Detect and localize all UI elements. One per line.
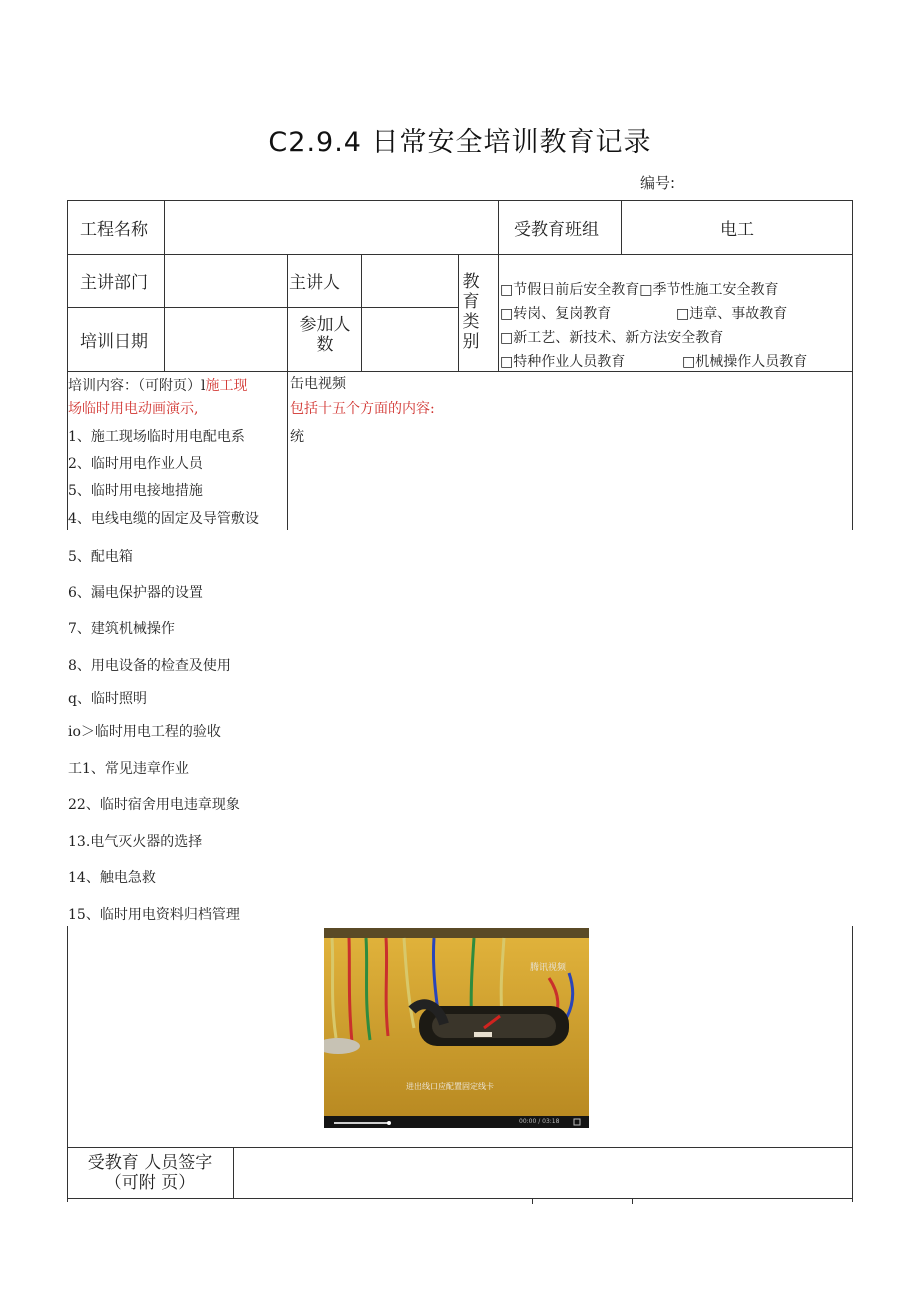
edu-option-holiday-seasonal[interactable]: □节假日前后安全教育□季节性施工安全教育 (500, 282, 779, 298)
edu-option-special-operation[interactable]: □特种作业人员教育 (500, 354, 626, 370)
table-line (67, 1147, 853, 1148)
table-line (67, 254, 853, 255)
table-border-right (852, 200, 853, 530)
list-item: 22、临时宿舍用电违章现象 (68, 797, 240, 813)
table-border-right (852, 926, 853, 1202)
edu-option-transfer[interactable]: □转岗、复岗教育 (500, 306, 612, 322)
video-subtitle: 进出线口应配置固定线卡 (406, 1082, 494, 1091)
training-video-screenshot[interactable] (324, 928, 589, 1128)
table-tick (632, 1198, 633, 1204)
list-item: 5、临时用电接地措施 (68, 483, 203, 499)
intro-red-text-2: 场临时用电动画演示, (68, 401, 199, 417)
table-border-left (67, 926, 68, 1202)
content-right-line-3: 统 (290, 429, 304, 445)
table-tick (532, 1198, 533, 1204)
table-line (233, 1147, 234, 1198)
list-item: 4、电线电缆的固定及导管敷设 (68, 511, 259, 527)
list-item: 2、临时用电作业人员 (68, 456, 203, 472)
list-item: 7、建筑机械操作 (68, 621, 175, 637)
participants-label: 参加人数 (299, 315, 351, 355)
project-name-value (166, 200, 496, 254)
class-group-value: 电工 (720, 219, 754, 240)
list-item: 8、用电设备的检查及使用 (68, 658, 231, 674)
video-frame-illustration (324, 928, 589, 1128)
list-item: 14、触电急救 (68, 870, 156, 886)
table-line (361, 254, 362, 371)
list-item: q、临时照明 (68, 691, 147, 707)
intro-label: 培训内容：（可附页）l (68, 378, 206, 394)
table-line (458, 254, 459, 371)
project-name-label: 工程名称 (80, 219, 148, 240)
lecturer-label: 主讲人 (289, 273, 340, 293)
doc-number-label: 编号: (640, 174, 676, 192)
content-right-line-1: 缶电视频 (290, 376, 346, 392)
list-item: 工1、常见违章作业 (68, 761, 189, 777)
dept-label: 主讲部门 (80, 273, 148, 293)
training-content-intro (68, 375, 247, 395)
edu-option-machine-operation[interactable]: □机械操作人员教育 (682, 354, 808, 370)
table-line (287, 254, 288, 530)
signature-label (70, 1153, 230, 1193)
edu-option-violation[interactable]: □违章、事故教育 (676, 306, 788, 322)
list-item: 1、施工现场临时用电配电系 (68, 429, 245, 445)
table-line (67, 371, 853, 372)
edu-type-label: 教育类别 (462, 272, 480, 352)
signature-label-line-2: （可附 页） (104, 1173, 196, 1193)
content-right-line-2: 包括十五个方面的内容: (290, 401, 435, 417)
intro-red-text: 施工现 (205, 378, 248, 394)
video-player-time: 00:00 / 03:18 (519, 1118, 560, 1125)
table-border-bottom (67, 1198, 853, 1199)
video-watermark: 腾讯视频 (530, 963, 567, 973)
table-line (498, 200, 499, 371)
list-item: 13.电气灭火器的选择 (68, 834, 203, 850)
list-item: 15、临时用电资料归档管理 (68, 907, 240, 923)
table-line (164, 200, 165, 371)
class-group-label: 受教育班组 (514, 219, 599, 240)
list-item: 5、配电箱 (68, 549, 133, 565)
training-date-label: 培训日期 (80, 331, 148, 352)
signature-label-line-1: 受教育 人员签字 (87, 1153, 213, 1173)
page-title: C2.9.4 日常安全培训教育记录 (268, 127, 652, 158)
list-item: 6、漏电保护器的设置 (68, 585, 203, 601)
edu-option-new-tech[interactable]: □新工艺、新技术、新方法安全教育 (500, 330, 724, 346)
list-item: io＞临时用电工程的验收 (68, 724, 221, 740)
